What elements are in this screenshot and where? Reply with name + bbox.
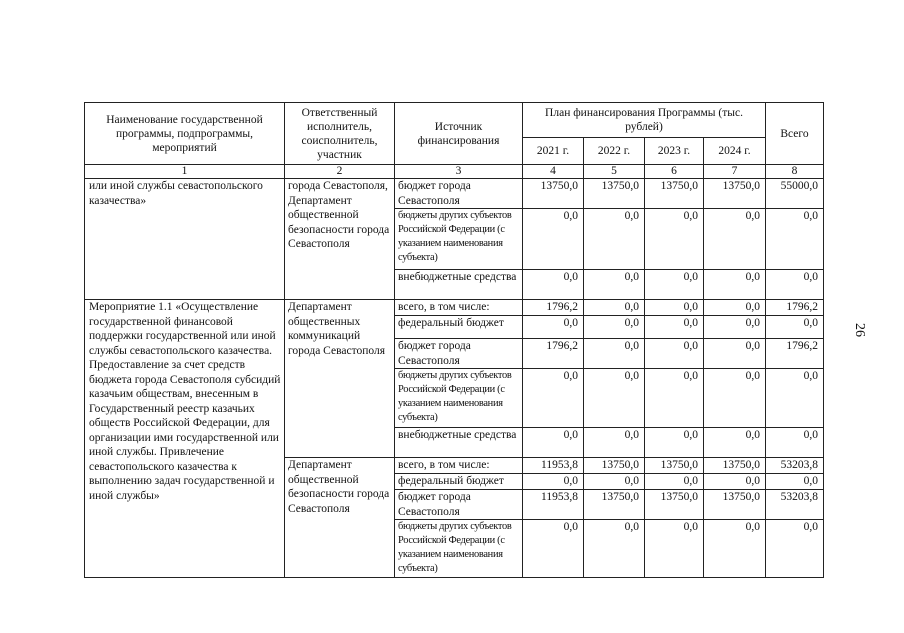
total-cell: 0,0 (766, 474, 824, 490)
value-cell: 13750,0 (584, 458, 645, 474)
col-number: 3 (395, 165, 523, 179)
total-cell: 0,0 (766, 520, 824, 578)
page-number: 26 (852, 323, 867, 337)
value-cell: 0,0 (584, 316, 645, 339)
value-cell: 0,0 (584, 270, 645, 300)
value-cell: 0,0 (704, 300, 766, 316)
total-cell: 0,0 (766, 270, 824, 300)
value-cell: 0,0 (645, 428, 704, 458)
total-cell: 53203,8 (766, 490, 824, 520)
header-name-col: Наименование государственной программы, подпрограммы, мероприятий (85, 103, 285, 165)
value-cell: 0,0 (645, 520, 704, 578)
value-cell: 0,0 (523, 270, 584, 300)
value-cell: 13750,0 (704, 490, 766, 520)
header-total-col: Всего (766, 103, 824, 165)
source-cell: федеральный бюджет (395, 474, 523, 490)
value-cell: 13750,0 (645, 179, 704, 209)
value-cell: 0,0 (645, 369, 704, 428)
value-cell: 11953,8 (523, 458, 584, 474)
executor-cell: города Севастополя, Департамент общественной безопасности города Севастополя (285, 179, 395, 300)
total-cell: 0,0 (766, 428, 824, 458)
value-cell: 0,0 (704, 520, 766, 578)
source-cell: всего, в том числе: (395, 458, 523, 474)
total-cell: 0,0 (766, 209, 824, 270)
total-cell: 55000,0 (766, 179, 824, 209)
activity-name: Мероприятие 1.1 «Осуществление государственной финансовой поддержки государственной или иной службы севастопольского казачества. Предоставление за счет средств бюджета города Севастополя субсидий казачьим обществам, внесенным в Государственный реестр казачьих обществ Российской Федерации, для организации ими государственной или иной службы. Привлечение севастопольского казачества к выполнению задач государственной и иной службы» (85, 300, 285, 578)
financing-table (84, 102, 824, 578)
value-cell: 13750,0 (523, 179, 584, 209)
value-cell: 0,0 (584, 339, 645, 369)
total-cell: 1796,2 (766, 339, 824, 369)
source-cell: всего, в том числе: (395, 300, 523, 316)
col-number: 2 (285, 165, 395, 179)
value-cell: 13750,0 (704, 179, 766, 209)
value-cell: 0,0 (523, 474, 584, 490)
col-number: 8 (766, 165, 824, 179)
value-cell: 13750,0 (584, 179, 645, 209)
value-cell: 0,0 (523, 428, 584, 458)
value-cell: 13750,0 (645, 458, 704, 474)
value-cell: 0,0 (523, 209, 584, 270)
value-cell: 0,0 (584, 369, 645, 428)
value-cell: 0,0 (645, 316, 704, 339)
source-cell: бюджет города Севастополя (395, 490, 523, 520)
executor-cell: Департамент общественных коммуникаций города Севастополя (285, 300, 395, 458)
value-cell: 0,0 (645, 474, 704, 490)
value-cell: 1796,2 (523, 300, 584, 316)
header-executor-col: Ответственный исполнитель, соисполнитель, участник (285, 103, 395, 165)
source-cell: бюджет города Севастополя (395, 179, 523, 209)
value-cell: 1796,2 (523, 339, 584, 369)
value-cell: 0,0 (523, 316, 584, 339)
value-cell: 0,0 (584, 520, 645, 578)
value-cell: 0,0 (584, 209, 645, 270)
value-cell: 0,0 (645, 300, 704, 316)
value-cell: 0,0 (584, 428, 645, 458)
total-cell: 53203,8 (766, 458, 824, 474)
header-year-2024: 2024 г. (704, 138, 766, 165)
value-cell: 0,0 (645, 339, 704, 369)
header-year-2022: 2022 г. (584, 138, 645, 165)
source-cell: бюджеты других субъектов Российской Федерации (с указанием наименования субъекта) (395, 369, 523, 428)
value-cell: 0,0 (704, 428, 766, 458)
source-cell: федеральный бюджет (395, 316, 523, 339)
header-year-2023: 2023 г. (645, 138, 704, 165)
activity-name-continued: или иной службы севастопольского казачества» (85, 179, 285, 300)
source-cell: бюджеты других субъектов Российской Федерации (с указанием наименования субъекта) (395, 209, 523, 270)
source-cell: внебюджетные средства (395, 270, 523, 300)
value-cell: 13750,0 (645, 490, 704, 520)
source-cell: бюджеты других субъектов Российской Федерации (с указанием наименования субъекта) (395, 520, 523, 578)
value-cell: 0,0 (645, 270, 704, 300)
value-cell: 0,0 (704, 316, 766, 339)
col-number: 7 (704, 165, 766, 179)
value-cell: 0,0 (645, 209, 704, 270)
col-number: 1 (85, 165, 285, 179)
value-cell: 0,0 (523, 369, 584, 428)
total-cell: 0,0 (766, 316, 824, 339)
value-cell: 0,0 (523, 520, 584, 578)
header-source-col: Источник финансирования (395, 103, 523, 165)
source-cell: внебюджетные средства (395, 428, 523, 458)
executor-cell: Департамент общественной безопасности города Севастополя (285, 458, 395, 578)
value-cell: 13750,0 (704, 458, 766, 474)
col-number: 6 (645, 165, 704, 179)
value-cell: 11953,8 (523, 490, 584, 520)
value-cell: 0,0 (704, 339, 766, 369)
header-plan-col: План финансирования Программы (тыс. рублей) (523, 103, 766, 138)
value-cell: 0,0 (704, 270, 766, 300)
header-year-2021: 2021 г. (523, 138, 584, 165)
total-cell: 1796,2 (766, 300, 824, 316)
value-cell: 0,0 (704, 209, 766, 270)
col-number: 5 (584, 165, 645, 179)
col-number: 4 (523, 165, 584, 179)
value-cell: 13750,0 (584, 490, 645, 520)
value-cell: 0,0 (584, 474, 645, 490)
total-cell: 0,0 (766, 369, 824, 428)
value-cell: 0,0 (704, 474, 766, 490)
value-cell: 0,0 (704, 369, 766, 428)
source-cell: бюджет города Севастополя (395, 339, 523, 369)
value-cell: 0,0 (584, 300, 645, 316)
